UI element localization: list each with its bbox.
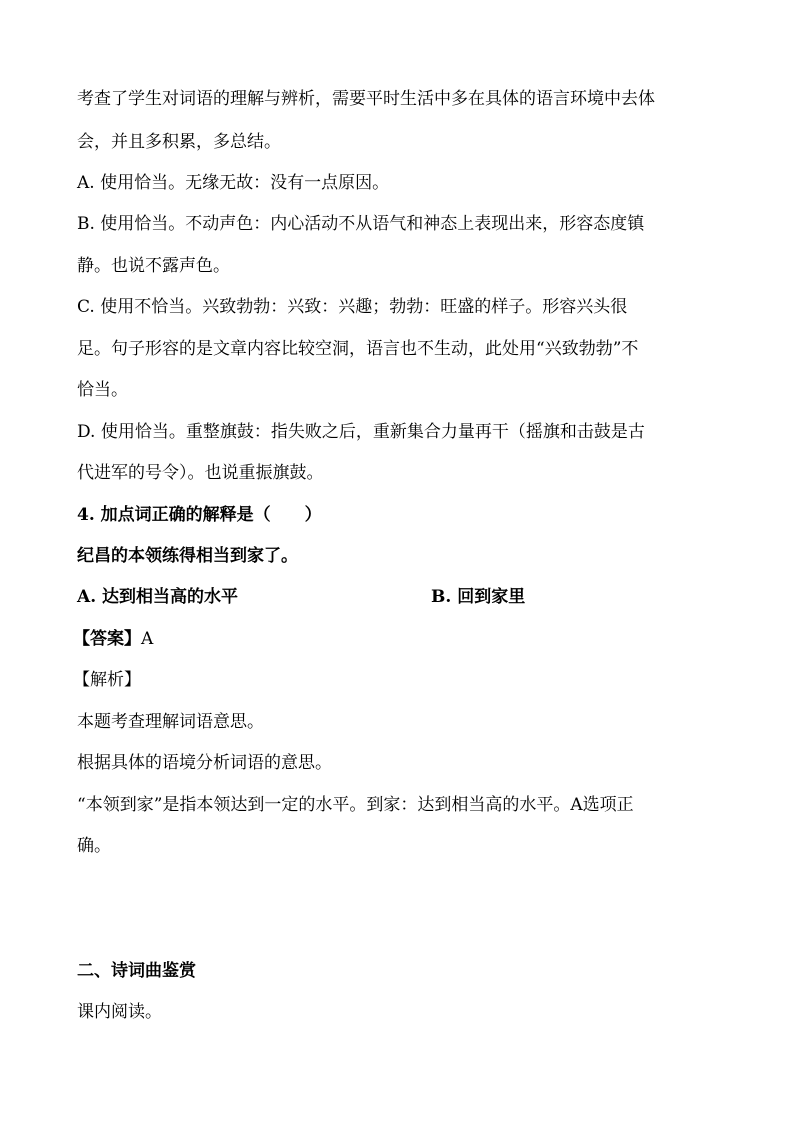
- prev-option-c-explanation-line2: 足。句子形容的是文章内容比较空洞，语言也不生动，此处用“兴致勃勃”不: [77, 339, 639, 359]
- prev-option-c-explanation-line3: 恰当。: [77, 380, 128, 400]
- analysis-label: 【解析】: [73, 670, 141, 690]
- choice-a: A. 达到相当高的水平: [77, 587, 239, 607]
- answer-label: 【答案】: [73, 629, 141, 649]
- question-4-stem: 4. 加点词正确的解释是（ ）: [77, 505, 322, 525]
- analysis-line2: 根据具体的语境分析词语的意思。: [77, 753, 332, 773]
- prev-option-d-explanation-line2: 代进军的号令）。也说重振旗鼓。: [77, 463, 324, 483]
- question-4-choices: [77, 587, 717, 607]
- question-4-sentence: 纪昌的本领练得相当到家了。: [77, 546, 298, 566]
- prev-analysis-intro-line2: 会，并且多积累，多总结。: [77, 132, 281, 152]
- answer-line: [73, 629, 153, 649]
- answer-value: A: [141, 629, 154, 649]
- section-2-subheading: 课内阅读。: [77, 1002, 162, 1022]
- prev-option-b-explanation-line1: B. 使用恰当。不动声色：内心活动不从语气和神态上表现出来，形容态度镇: [77, 214, 645, 234]
- section-2-heading: 二、诗词曲鉴赏: [77, 961, 196, 981]
- prev-option-d-explanation-line1: D. 使用恰当。重整旗鼓：指失败之后，重新集合力量再干（摇旗和击鼓是古: [77, 422, 645, 442]
- prev-analysis-intro-line1: 考查了学生对词语的理解与辨析，需要平时生活中多在具体的语言环境中去体: [77, 89, 655, 109]
- analysis-line4: 确。: [77, 836, 111, 856]
- prev-option-a-explanation: A. 使用恰当。无缘无故：没有一点原因。: [77, 173, 390, 193]
- prev-option-c-explanation-line1: C. 使用不恰当。兴致勃勃：兴致：兴趣；勃勃：旺盛的样子。形容兴头很: [77, 297, 628, 317]
- prev-option-b-explanation-line2: 静。也说不露声色。: [77, 256, 230, 276]
- analysis-line1: 本题考查理解词语意思。: [77, 712, 264, 732]
- choice-b: B. 回到家里: [431, 587, 526, 607]
- analysis-line3: “本领到家”是指本领达到一定的水平。到家：达到相当高的水平。A选项正: [77, 795, 634, 815]
